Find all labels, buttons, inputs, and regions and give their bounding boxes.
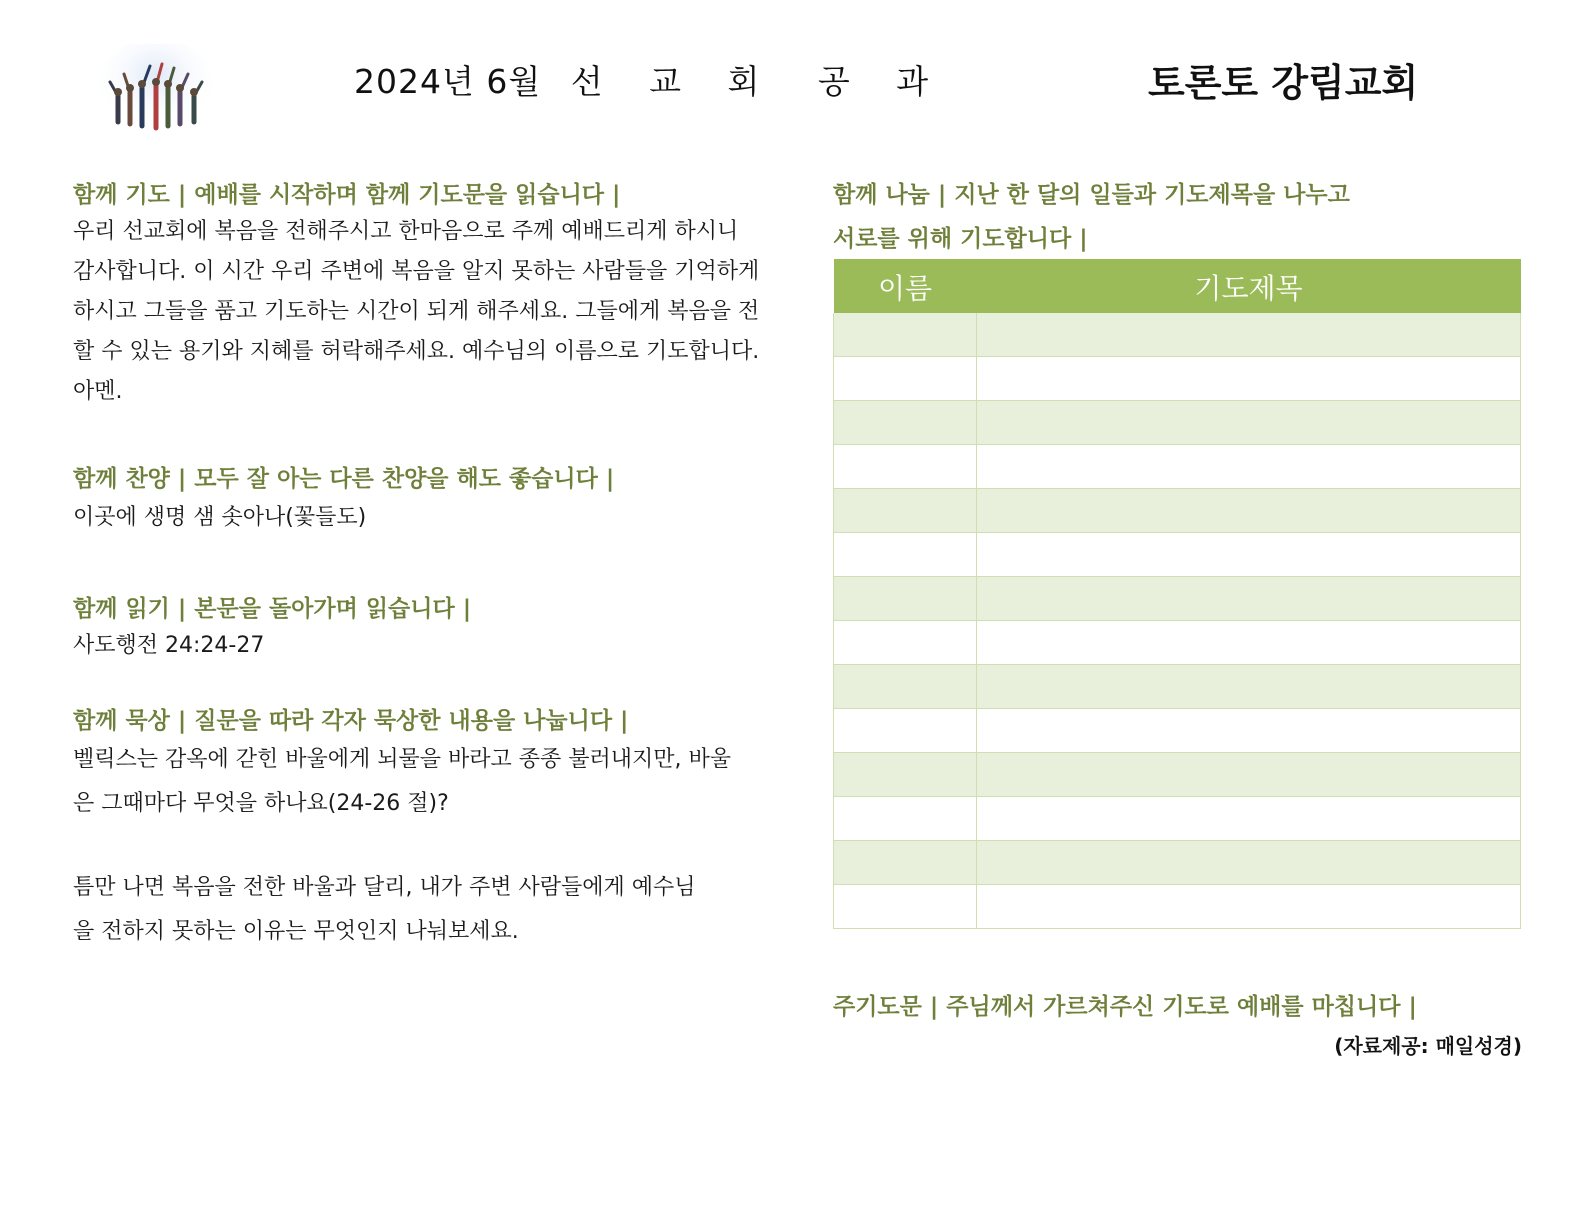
prayer-topic-cell[interactable] xyxy=(977,797,1521,841)
prayer-topic-cell[interactable] xyxy=(977,401,1521,445)
name-cell[interactable] xyxy=(834,577,977,621)
prayer-topic-cell[interactable] xyxy=(977,489,1521,533)
table-row xyxy=(834,797,1521,841)
column-header-prayer-topic: 기도제목 xyxy=(977,260,1521,313)
prayer-topic-cell[interactable] xyxy=(977,753,1521,797)
reading-heading: 함께 읽기 | 본문을 돌아가며 읽습니다 | xyxy=(73,596,472,622)
prayer-topic-cell[interactable] xyxy=(977,665,1521,709)
sharing-heading-line2: 서로를 위해 기도합니다 | xyxy=(833,226,1088,252)
table-header-row xyxy=(834,260,1521,313)
prayer-topic-cell[interactable] xyxy=(977,709,1521,753)
meditation-heading: 함께 묵상 | 질문을 따라 각자 묵상한 내용을 나눕니다 | xyxy=(73,708,629,734)
prayer-topic-cell[interactable] xyxy=(977,577,1521,621)
source-credit: (자료제공: 매일성경) xyxy=(1334,1034,1522,1058)
praise-heading: 함께 찬양 | 모두 잘 아는 다른 찬양을 해도 좋습니다 | xyxy=(73,466,615,492)
prayer-request-table xyxy=(833,259,1521,929)
prayer-topic-cell[interactable] xyxy=(977,357,1521,401)
prayer-text: 우리 선교회에 복음을 전해주시고 한마음으로 주께 예배드리게 하시니 감사합니다. 이 시간 우리 주변에 복음을 알지 못하는 사람들을 기억하게 하시고 그들을 품고 기도하는 시간이 되게 해주세요. 그들에게 복음을 전할 수 있는 용기와 지혜를 허락해주세요. 예수님의 이름으로 기도합니다. 아멘. xyxy=(73,219,760,404)
table-row xyxy=(834,577,1521,621)
table-row xyxy=(834,841,1521,885)
logo-people-raising-hands xyxy=(100,44,212,136)
table-row xyxy=(834,621,1521,665)
name-cell[interactable] xyxy=(834,841,977,885)
name-cell[interactable] xyxy=(834,533,977,577)
lords-prayer-heading: 주기도문 | 주님께서 가르쳐주신 기도로 예배를 마칩니다 | xyxy=(833,994,1417,1020)
title-date: 2024년 6월 xyxy=(354,62,542,101)
church-name: 토론토 강림교회 xyxy=(1148,61,1419,105)
name-cell[interactable] xyxy=(834,313,977,357)
sharing-heading-line1: 함께 나눔 | 지난 한 달의 일들과 기도제목을 나누고 xyxy=(833,182,1350,208)
name-cell[interactable] xyxy=(834,797,977,841)
prayer-topic-cell[interactable] xyxy=(977,841,1521,885)
title-word: 선 xyxy=(570,62,604,101)
title-word: 교 xyxy=(649,62,683,101)
prayer-topic-cell[interactable] xyxy=(977,885,1521,929)
title-word: 과 xyxy=(896,62,930,101)
name-cell[interactable] xyxy=(834,445,977,489)
reading-passage: 사도행전 24:24-27 xyxy=(73,633,265,658)
table-row xyxy=(834,313,1521,357)
table-row xyxy=(834,709,1521,753)
prayer-topic-cell[interactable] xyxy=(977,621,1521,665)
table-row xyxy=(834,753,1521,797)
name-cell[interactable] xyxy=(834,489,977,533)
column-header-name: 이름 xyxy=(834,260,977,313)
name-cell[interactable] xyxy=(834,401,977,445)
name-cell[interactable] xyxy=(834,885,977,929)
meditation-question-1: 벨릭스는 감옥에 갇힌 바울에게 뇌물을 바라고 종종 불러내지만, 바울은 그때마다 무엇을 하나요(24-26 절)? xyxy=(73,747,731,816)
table-row xyxy=(834,665,1521,709)
name-cell[interactable] xyxy=(834,621,977,665)
table-row xyxy=(834,489,1521,533)
praise-song: 이곳에 생명 샘 솟아나(꽃들도) xyxy=(73,505,367,530)
table-row xyxy=(834,401,1521,445)
title-word: 공 xyxy=(817,62,851,101)
prayer-topic-cell[interactable] xyxy=(977,533,1521,577)
table-row xyxy=(834,533,1521,577)
page-title xyxy=(354,56,929,103)
name-cell[interactable] xyxy=(834,709,977,753)
prayer-topic-cell[interactable] xyxy=(977,313,1521,357)
table-row xyxy=(834,445,1521,489)
title-word: 회 xyxy=(727,62,761,101)
meditation-question-2: 틈만 나면 복음을 전한 바울과 달리, 내가 주변 사람들에게 예수님을 전하지 못하는 이유는 무엇인지 나눠보세요. xyxy=(73,875,696,944)
name-cell[interactable] xyxy=(834,753,977,797)
table-row xyxy=(834,885,1521,929)
prayer-topic-cell[interactable] xyxy=(977,445,1521,489)
prayer-heading: 함께 기도 | 예배를 시작하며 함께 기도문을 읽습니다 | xyxy=(73,182,621,208)
name-cell[interactable] xyxy=(834,665,977,709)
table-row xyxy=(834,357,1521,401)
name-cell[interactable] xyxy=(834,357,977,401)
